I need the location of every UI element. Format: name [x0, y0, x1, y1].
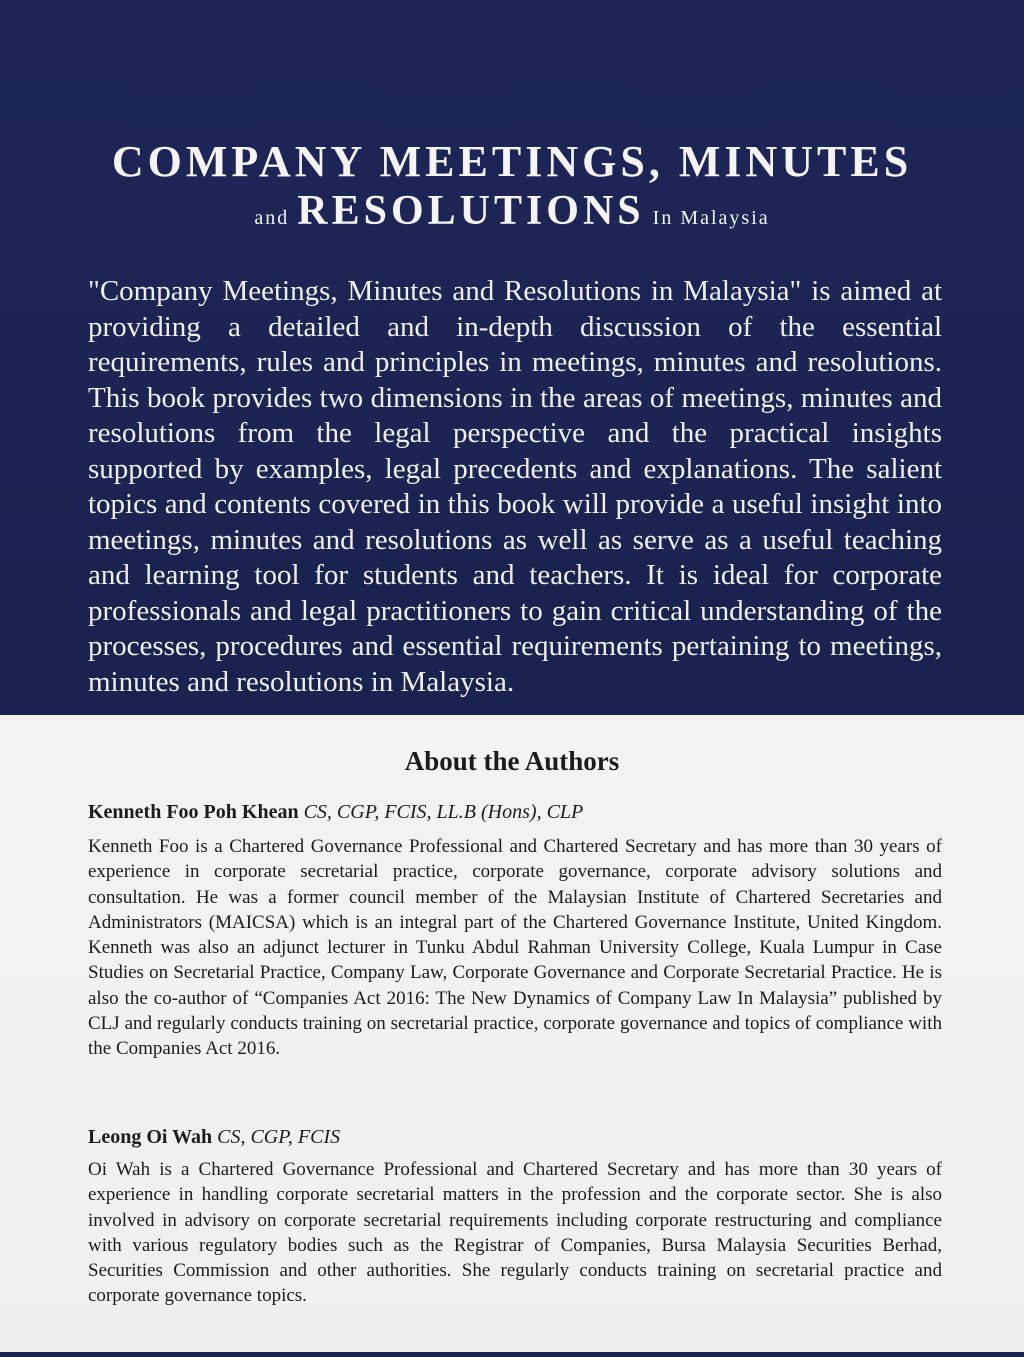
author-2-bio: Oi Wah is a Chartered Governance Professional and Chartered Secretary and has more than 30 years of experience in handling corporate secretarial matters in the profession and the corporate sector. She is also involved in advisory on corporate secretarial requirements including corporate restructuring and compliance with various regulatory bodies such as the Registrar of Companies, Bursa Malaysia Securities Berhad, Securities Commission and other authorities. She regularly conducts training on secretarial practice and corporate governance topics.: [88, 1159, 942, 1307]
author-1-bio: Kenneth Foo is a Chartered Governance Professional and Chartered Secretary and has more than 30 years of experience in corporate secretarial practice, corporate governance, corporate advisory solutions and consultation. He was a former council member of the Malaysian Institute of Chartered Secretaries and Administrators (MAICSA) which is an integral part of the Chartered Governance Institute, United Kingdom. Kenneth was also an adjunct lecturer in Tunku Abdul Rahman University College, Kuala Lumpur in Case Studies on Secretarial Practice, Company Law, Corporate Governance and Corporate Secretarial Practice. He is also the co-author of “Companies Act 2016: The New Dynamics of Company Law In Malaysia” published by CLJ and regularly conducts training on secretarial practice, corporate governance and topics of compliance with the Companies Act 2016.: [88, 836, 942, 1060]
author-2-name: Leong Oi Wah: [88, 1126, 213, 1148]
author-2-header: [88, 1124, 942, 1150]
cover-bottom-edge: [0, 1352, 1024, 1357]
author-2-credentials: CS, CGP, FCIS: [217, 1126, 341, 1148]
author-1-header: [88, 799, 942, 825]
book-description: "Company Meetings, Minutes and Resolutions in Malaysia" is aimed at providing a detailed and in-depth discussion of the essential requirements, rules and principles in meetings, minutes and resolutions. This book provides two dimensions in the areas of meetings, minutes and resolutions from the legal perspective and the practical insights supported by examples, legal precedents and explanations. The salient topics and contents covered in this book will provide a useful insight into meetings, minutes and resolutions as well as serve as a useful teaching and learning tool for students and teachers. It is ideal for corporate professionals and legal practitioners to gain critical understanding of the processes, procedures and essential requirements pertaining to meetings, minutes and resolutions in Malaysia.: [88, 275, 942, 698]
book-title-line-1: COMPANY MEETINGS, MINUTES: [111, 137, 913, 186]
title-location: In Malaysia: [652, 207, 770, 229]
author-1-name: Kenneth Foo Poh Khean: [88, 801, 299, 823]
about-authors-panel: [0, 715, 1024, 1357]
title-resolutions: RESOLUTIONS: [297, 188, 645, 234]
about-authors-heading: About the Authors: [404, 746, 620, 776]
author-1-credentials: CS, CGP, FCIS, LL.B (Hons), CLP: [303, 801, 584, 823]
title-and: and: [254, 207, 290, 229]
book-title-line-2: [0, 186, 1024, 245]
